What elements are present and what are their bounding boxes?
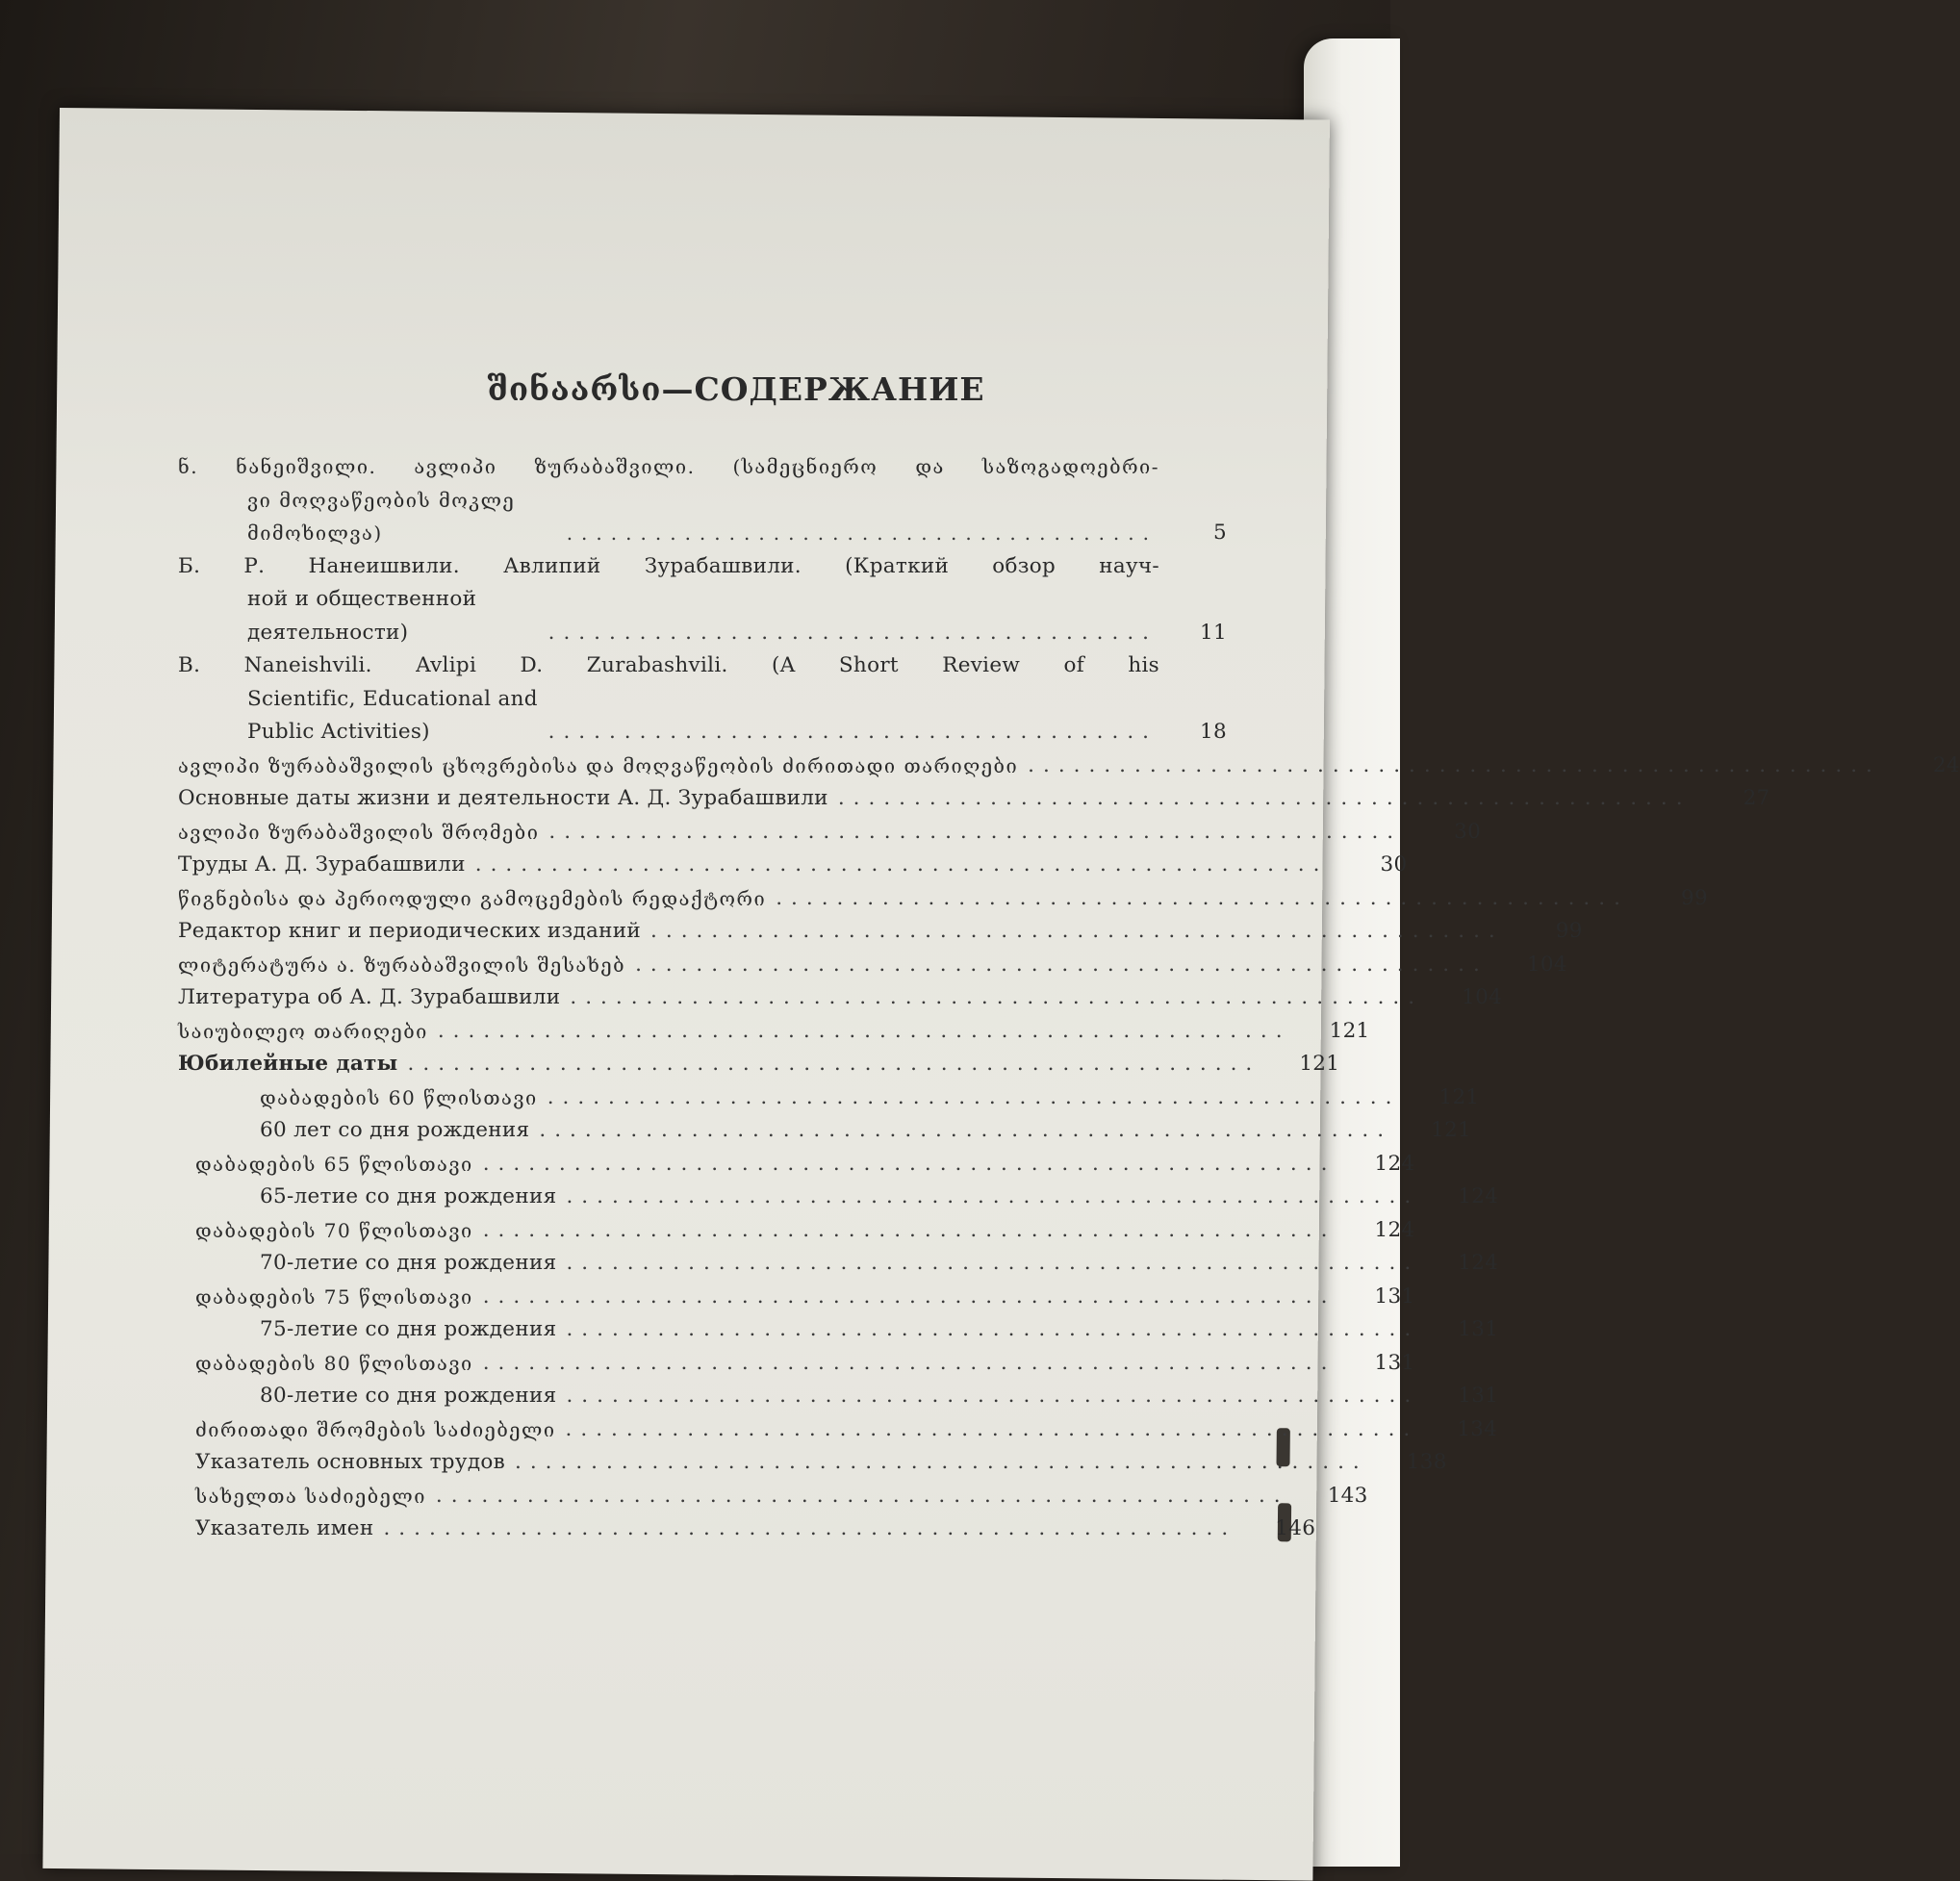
toc-entry-text: ავლიპი ზურაბაშვილის ცხოვრებისა და მოღვაწეობის ძირითადი თარიღები [178, 753, 1019, 777]
leader-dots: ........................................................ [482, 1217, 1336, 1242]
leader-dots: ........................................................ [482, 1151, 1336, 1176]
toc-page-number: 5 [1213, 521, 1227, 545]
toc-page-number: 27 [1743, 786, 1770, 810]
leader-dots: ........................................................ [474, 852, 1329, 877]
leader-dots: ........................................................ [566, 1251, 1420, 1275]
toc-page-number: 30 [1380, 852, 1408, 877]
toc-page-number: 131 [1458, 1317, 1499, 1341]
leader-dots: ........................................................ [539, 1118, 1393, 1142]
toc-entry-text: დაბადების 75 წლისთავი [195, 1284, 473, 1309]
leader-dots: ........................................................ [435, 1483, 1289, 1508]
leader-dots: ........................................................ [565, 1416, 1419, 1441]
toc-entry-text: დაბადების 65 წლისთავი [195, 1152, 473, 1176]
toc-page-number: 104 [1526, 952, 1567, 977]
toc-entry [178, 1181, 1499, 1214]
leader-dots: ........................................................ [482, 1350, 1336, 1375]
toc-entry [178, 1446, 1447, 1480]
toc-page-number: 143 [1327, 1483, 1368, 1508]
toc-page-number: 131 [1374, 1350, 1415, 1375]
leader-dots: ........................................................ [1028, 752, 1881, 777]
toc-entry [178, 1247, 1499, 1281]
leader-dots: ........................................................ [650, 919, 1504, 943]
toc-entry [178, 1313, 1499, 1347]
leader-dots: ........................................................ [482, 1284, 1336, 1309]
toc-entry-text: Указатель имен [195, 1516, 374, 1540]
toc-entry [178, 1214, 1415, 1248]
toc-page-number: 124 [1458, 1251, 1499, 1275]
toc-entry-text: 60 лет со дня рождения [260, 1118, 530, 1142]
toc-entry [178, 1347, 1415, 1381]
toc-entry [178, 550, 1227, 650]
leader-dots: ........................................................ [407, 1052, 1261, 1076]
toc-page-number: 18 [1200, 720, 1227, 744]
toc-entry [178, 649, 1227, 750]
toc-entry-text: 75-летие со дня рождения [260, 1317, 557, 1341]
leader-dots: ........................................................ [837, 786, 1692, 810]
toc-entry [178, 849, 1408, 882]
table-of-contents [178, 370, 1960, 1546]
leader-dots: ........................................................ [437, 1018, 1291, 1043]
toc-entry [178, 981, 1503, 1015]
toc-entry-text: Scientific, Educational and Public Activities) [247, 686, 538, 744]
leader-dots: ........................................................ [548, 819, 1403, 844]
toc-entry-text: Основные даты жизни и деятельности А. Д. Зурабашвили [178, 786, 828, 810]
toc-page-number: 99 [1680, 885, 1708, 910]
leader-dots: ........................................................ [570, 985, 1424, 1009]
toc-entry [178, 1512, 1316, 1546]
toc-page-number: 124 [1374, 1151, 1415, 1176]
toc-entry [178, 1148, 1415, 1182]
toc-entry-text: B. Naneishvili. Avlipi D. Zurabashvili. (A Short Review of his [178, 653, 1159, 677]
toc-entry [178, 949, 1567, 982]
toc-entry-text: ძირითადი შრომების საძიებელი [195, 1417, 556, 1441]
toc-entry [178, 816, 1482, 850]
leader-dots: ........................................................ [566, 1384, 1420, 1408]
toc-page-number: 24 [1932, 752, 1960, 777]
toc-entry [178, 1380, 1499, 1413]
toc-entry [178, 1114, 1472, 1148]
toc-page-number: 121 [1431, 1118, 1472, 1142]
toc-entry-text: წიგნებისა და პერიოდული გამოცემების რედაქტორი [178, 886, 767, 910]
toc-entry-text: სახელთა საძიებელი [195, 1484, 426, 1508]
toc-entry-text: 65-летие со дня рождения [260, 1184, 557, 1208]
toc-page-number: 121 [1329, 1018, 1370, 1043]
toc-entry-text: დაბადების 60 წლისთავი [260, 1085, 538, 1109]
toc-entry-text: Юбилейные даты [178, 1052, 398, 1076]
toc-entry-text: ной и общественной деятельности) [247, 587, 477, 645]
leader-dots: ........................................ [566, 521, 1158, 545]
toc-entry-text: საიუბილეო თარიღები [178, 1019, 428, 1043]
toc-page-number: 121 [1299, 1052, 1340, 1076]
toc-entry-text: Б. Р. Нанеишвили. Авлипий Зурабашвили. (Краткий обзор науч- [178, 553, 1159, 578]
toc-page-number: 134 [1457, 1416, 1498, 1441]
toc-entry [178, 882, 1708, 916]
toc-page-number: 146 [1275, 1516, 1316, 1540]
toc-entry [178, 782, 1770, 816]
toc-entry [178, 750, 1960, 783]
toc-entry-text: 70-летие со дня рождения [260, 1251, 557, 1275]
toc-entry-text: Литература об А. Д. Зурабашвили [178, 985, 561, 1009]
toc-entry-text: ნ. ნანეიშვილი. ავლიპი ზურაბაშვილი. (სამეცნიერო და საზოგადოებრი- [178, 455, 1159, 478]
page-title: შინაარსი—СОДЕРЖАНИЕ [487, 370, 985, 408]
toc-entry-text: ავლიპი ზურაბაშვილის შრომები [178, 820, 540, 844]
leader-dots: ........................................................ [515, 1450, 1368, 1474]
toc-entry-text: ვი მოღვაწეობის მოკლე მიმოხილვა) [247, 488, 516, 545]
toc-entry [178, 1015, 1370, 1049]
toc-entry-text: Указатель основных трудов [195, 1450, 506, 1474]
leader-dots: ........................................................ [776, 885, 1629, 910]
toc-entry [178, 1413, 1498, 1447]
toc-page-number: 104 [1462, 985, 1503, 1009]
toc-page-number: 30 [1454, 819, 1482, 844]
leader-dots: ........................................ [547, 720, 1158, 744]
toc-list [178, 450, 1960, 1546]
toc-entry [178, 1480, 1368, 1513]
toc-page-number: 131 [1374, 1284, 1415, 1309]
toc-entry-text: ლიტერატურა ა. ზურაბაშვილის შესახებ [178, 953, 626, 977]
toc-page-number: 138 [1406, 1450, 1447, 1474]
toc-page-number: 124 [1458, 1184, 1499, 1208]
toc-page-number: 131 [1458, 1384, 1499, 1408]
toc-entry-text: Редактор книг и периодических изданий [178, 919, 642, 943]
toc-entry-text: დაბადების 80 წლისთავი [195, 1351, 473, 1375]
leader-dots: ........................................................ [547, 1084, 1401, 1109]
toc-entry [178, 915, 1583, 949]
toc-entry-text: დაბადების 70 წლისთავი [195, 1218, 473, 1242]
toc-entry [178, 450, 1227, 550]
toc-page-number: 11 [1200, 620, 1227, 645]
toc-page-number: 99 [1555, 919, 1583, 943]
leader-dots: ........................................................ [566, 1184, 1420, 1208]
toc-entry [178, 1281, 1415, 1314]
toc-entry [178, 1081, 1480, 1115]
leader-dots: ........................................................ [635, 952, 1489, 977]
leader-dots: ........................................................ [383, 1516, 1237, 1540]
toc-page-number: 121 [1438, 1084, 1480, 1109]
leader-dots: ........................................................ [566, 1317, 1420, 1341]
toc-entry-text: 80-летие со дня рождения [260, 1384, 557, 1408]
toc-page-number: 124 [1374, 1217, 1415, 1242]
toc-entry [178, 1048, 1340, 1081]
leader-dots: ........................................ [547, 620, 1158, 645]
toc-entry-text: Труды А. Д. Зурабашвили [178, 852, 466, 877]
